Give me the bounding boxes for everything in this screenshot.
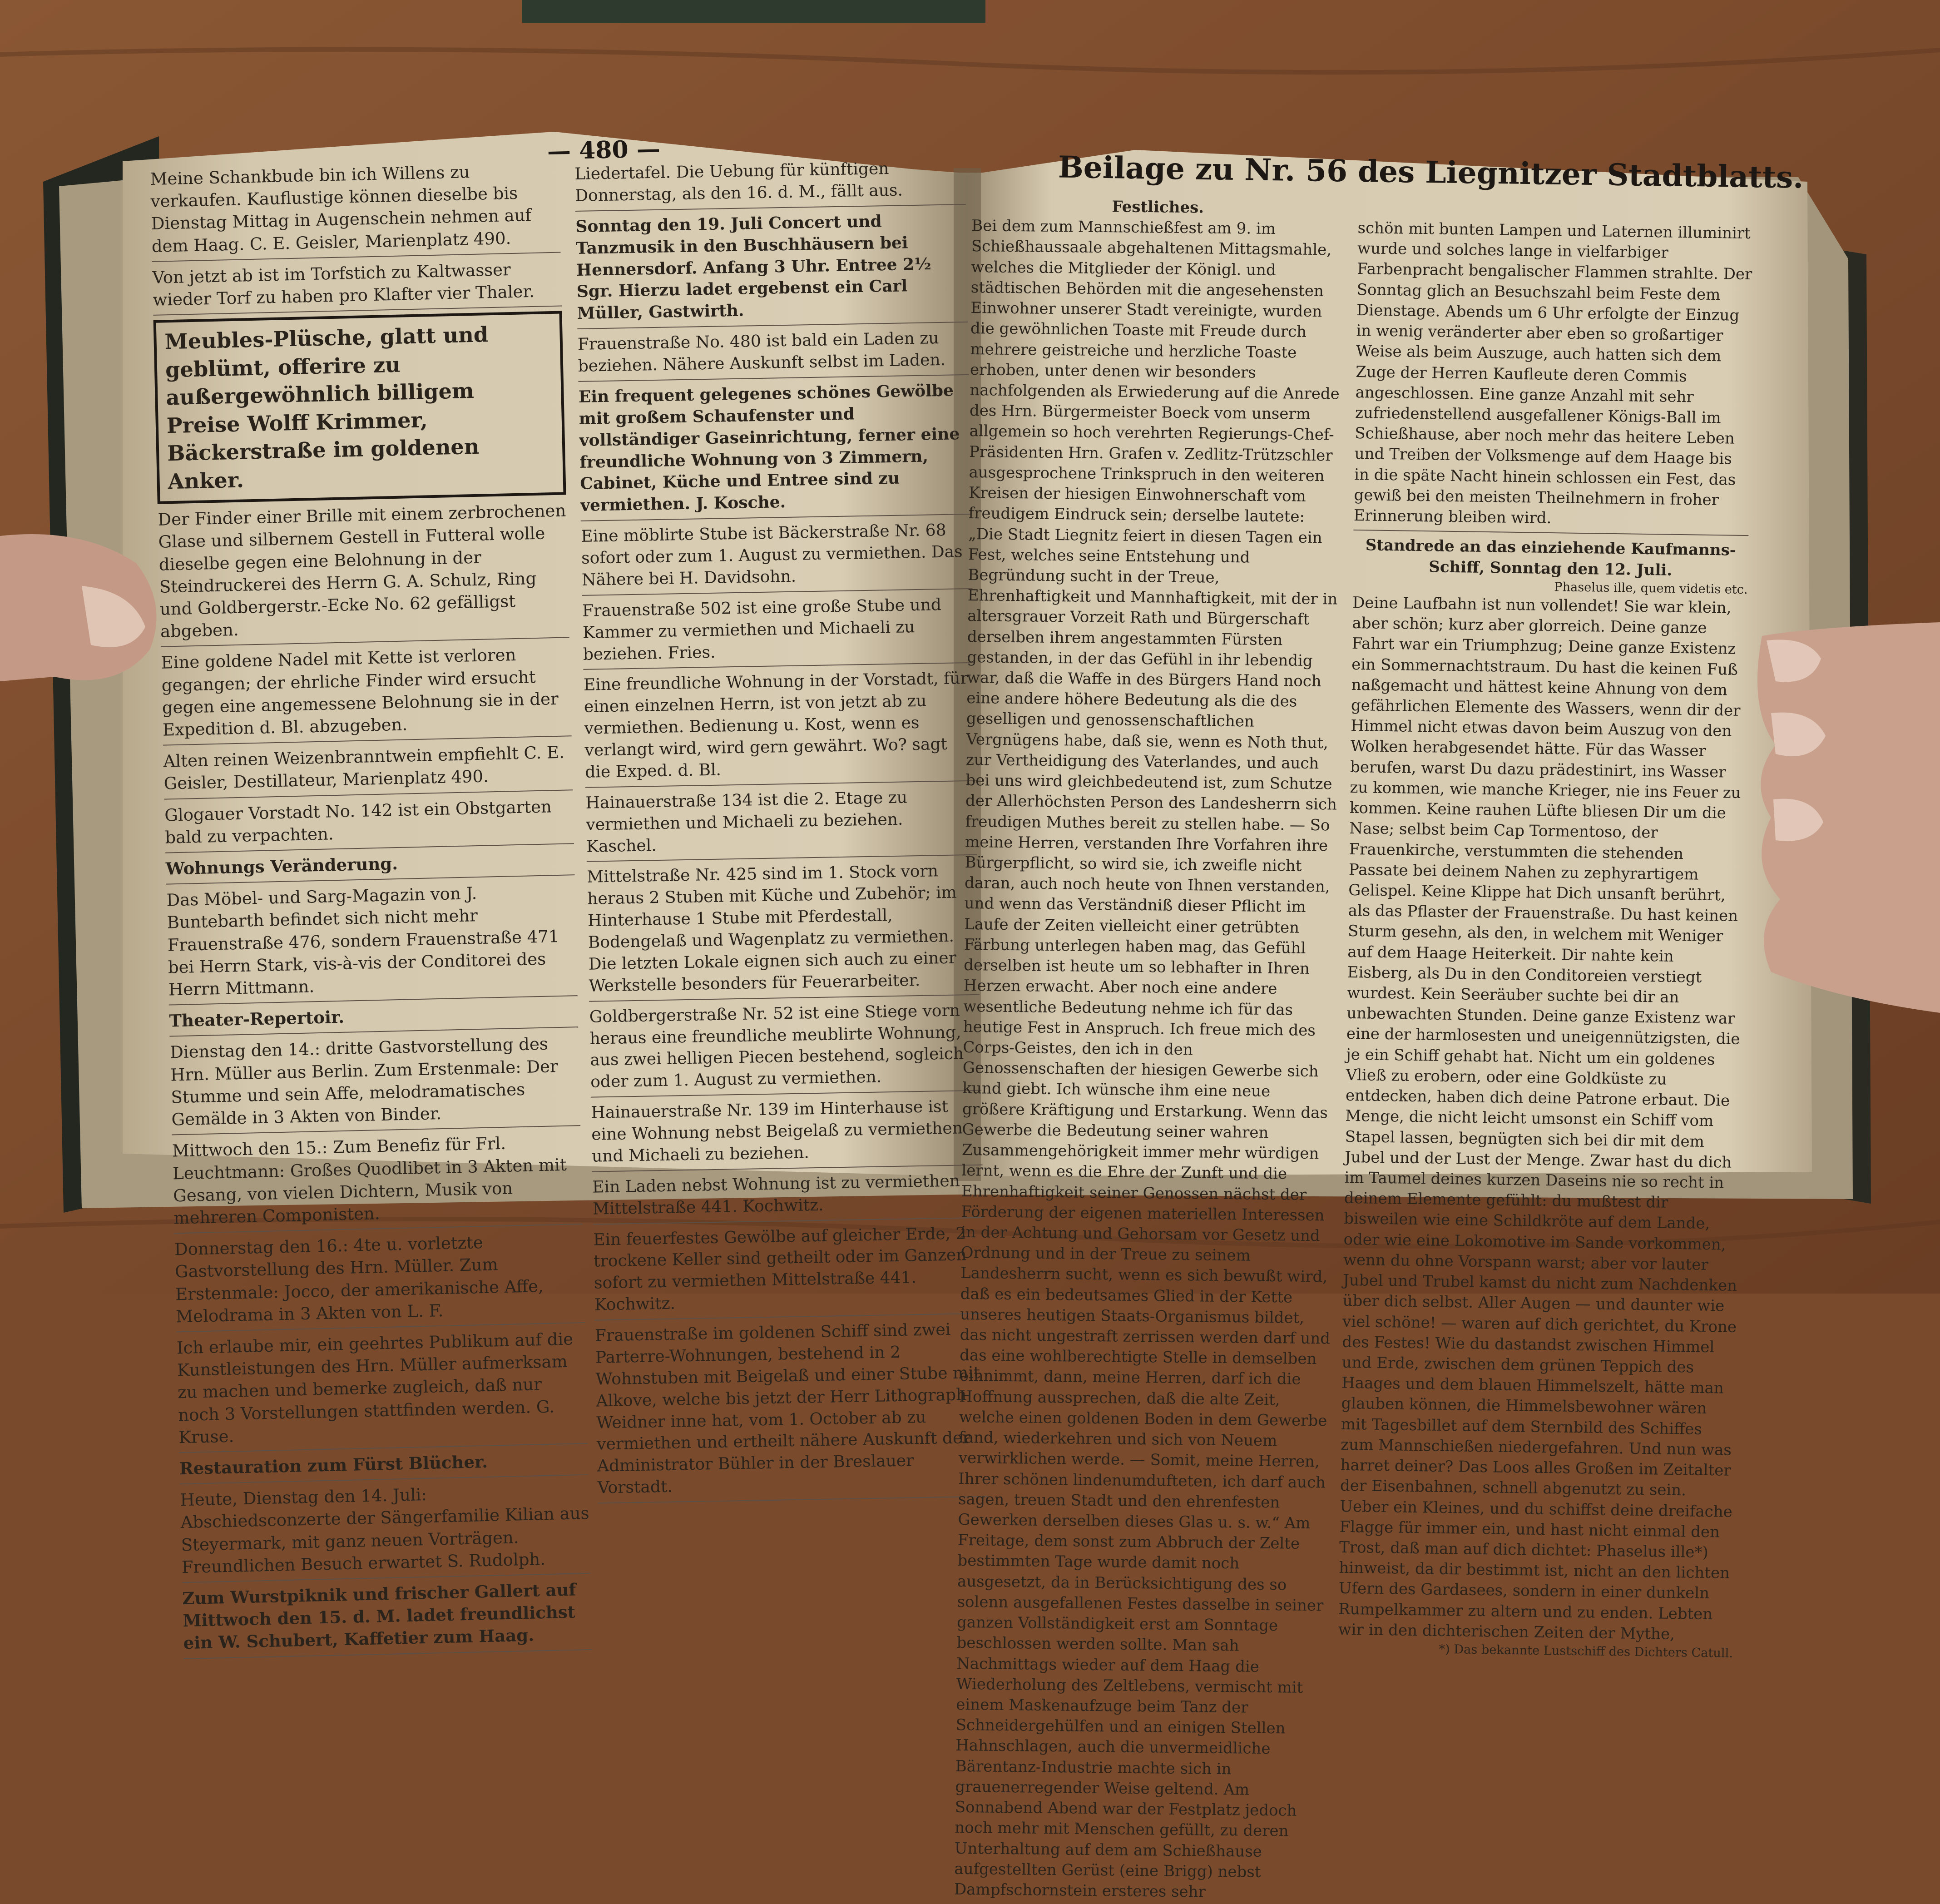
- advert: Hainauerstraße Nr. 139 im Hinterhause ist eine Wohnung nebst Beigelaß zu vermiethen und Michaeli zu beziehen.: [591, 1096, 983, 1172]
- middle-page-column: [574, 157, 982, 1497]
- advert: Mittelstraße Nr. 425 sind im 1. Stock vorn heraus 2 Stuben mit Küche und Zubehör; im Hinterhause 1 Stube mit Pferdestall, Bodengelaß und Wagenplatz zu vermiethen. Die letzten Lokale eignen sich auch zu einer Werkstelle besonders für Feuerarbeiter.: [587, 860, 980, 1002]
- advert: Dienstag den 14.: dritte Gastvorstellung des Hrn. Müller aus Berlin. Zum Erstenmale: Der Stumme und sein Affe, melodramatisches Gemälde in 3 Akten von Binder.: [170, 1032, 580, 1135]
- speech-motto: Phaselus ille, quem videtis etc.: [1554, 580, 1748, 597]
- advert: Goldbergerstraße Nr. 52 ist eine Stiege vorn heraus eine freundliche meublirte Wohnung, aus zwei helligen Piecen bestehend, sogleich oder zum 1. August zu vermiethen.: [589, 999, 981, 1097]
- right-page-column-1: [954, 195, 1344, 1901]
- footnote: *) Das bekannte Lustschiff des Dichters Catull.: [1439, 1642, 1733, 1661]
- advert: Meine Schankbude bin ich Willens zu verkaufen. Kauflustige können dieselbe bis Dienstag Mittag in Augenschein nehmen auf dem Haag. C. E. Geisler, Marienplatz 490.: [150, 159, 560, 262]
- advert: Eine freundliche Wohnung in der Vorstadt, für einen einzelnen Herrn, ist von jetzt ab zu vermiethen. Bedienung u. Kost, wenn es verlangt wird, wird gern gewährt. Wo? sagt die Exped. d. Bl.: [584, 668, 976, 788]
- boxed-advert: Meubles-Plüsche, glatt und geblümt, offerire zu außergewöhnlich billigem Preise Wolff Krimmer, Bäckerstraße im goldenen Anker.: [153, 311, 566, 504]
- advert: Eine goldene Nadel mit Kette ist verloren gegangen; der ehrliche Finder wird ersucht gegen eine angemessene Belohnung sie in der Expedition d. Bl. abzugeben.: [161, 643, 571, 746]
- advert: Ein feuerfestes Gewölbe auf gleicher Erde, 2 trockene Keller sind getheilt oder im Ganzen sofort zu vermiethen Mittelstraße 441. Kochwitz.: [593, 1222, 985, 1320]
- advert: Glogauer Vorstadt No. 142 ist ein Obstgarten bald zu verpachten.: [164, 795, 574, 853]
- advert: Von jetzt ab ist im Torfstich zu Kaltwasser wieder Torf zu haben pro Klafter vier Thaler.: [152, 257, 562, 316]
- advert-heading: Restauration zum Fürst Blücher.: [179, 1448, 588, 1485]
- speech-text: Deine Laufbahn ist nun vollendet! Sie war klein, aber schön; kurz aber glorreich. Deine ganze Fahrt war ein Triumphzug; Deine ganze Existenz ein Sommernachtstraum. Du hast die keinen Fuß naßgemacht und hättest keine Ahnung von dem gefährlichen Elemente des Wassers, wenn dir der Himmel nicht etwas davon beim Auszug von den Wolken herabgesendet hätte. Für das Wasser berufen, warst Du dazu prädestinirt, ins Wasser zu kommen, wie manche Krieger, nie ins Feuer zu kommen. Keine rauhen Lüfte bliesen Dir um die Nase; selbst beim Cap Tormentoso, der Frauenkirche, verstummten die stehenden Passate bei deinem Nahen zu zephyrartigem Gelispel. Keine Klippe hat Dich unsanft berührt, als das Pflaster der Frauenstraße. Du hast keinen Sturm gesehn, als den, in welchem mit Weniger auf dem Haage Heiterkeit. Dir nahte kein Eisberg, als Du in den Conditoreien verstiegt wurdest. Kein Seeräuber suchte bei dir an unbewachten Stunden. Deine ganze Existenz war eine der harmlosesten und uneigennützigsten, die je ein Schiff gehabt hat. Nicht um ein goldenes Vließ zu erobern, oder eine Goldküste zu entdecken, haben dich deine Patrone erbaut. Die Menge, die nicht leicht umsonst ein Schiff vom Stapel lassen, begnügten sich bei dir mit dem Jubel und der Lust der Menge. Zwar hast du dich im Taumel deines kurzen Daseins nie so recht in deinem Elemente gefühlt: du mußtest dir bisweilen wie eine Schildkröte auf dem Lande, oder wie eine Lokomotive im Sande vorkommen, wenn du ohne Vorspann warst; aber vor lauter Jubel und Trubel kamst du nicht zum Nachdenken über dich selbst. Aller Augen — und daunter wie viel schöne! — waren auf dich gerichtet, du Krone des Festes! Wie du dastandst zwischen Himmel und Erde, zwischen dem grünen Teppich des Haages und dem blauen Himmelszelt, hätte man glauben können, die Himmelsbewohner wären mit Tagesbillet auf dem Sternbild des Schiffes zum Mannschießen niedergefahren. Und nun was harret deiner? Das Loos alles Großen im Zeitalter der Eisenbahnen, schnell abgenutzt zu sein. Ueber ein Kleines, und du schiffst deine dreifache Flagge für immer ein, und hast nicht einmal den Trost, daß man auf dich dichtet: Phaselus ille*) hinweist, da dir bestimmt ist, nicht an den lichten Ufern des Gardasees, sondern in einer dunkeln Rumpelkammer zu altern und zu enden. Lebten wir in den dichterischen Zeiten der Mythe,: [1338, 593, 1741, 1643]
- page-number: — 480 —: [547, 135, 661, 165]
- advert: Hainauerstraße 134 ist die 2. Etage zu vermiethen und Michaeli zu beziehen. Kaschel.: [585, 786, 977, 863]
- article-text: Bei dem zum Mannschießfest am 9. im Schießhaussaale abgehaltenen Mittagsmahle, welches die Mitglieder der Königl. und städtischen Behörden mit die angesehensten Einwohner unserer Stadt vereinigte, wurden die gewöhnlichen Toaste mit Freude durch mehrere geistreiche und herzliche Toaste erhoben, unter denen wir besonders nachfolgenden als Erwiederung auf die Anrede des Hrn. Bürgermeister Boeck vom unserm allgemein so hoch verehrten Regierungs-Chef-Präsidenten Hrn. Grafen v. Zedlitz-Trützschler ausgesprochene Trinkspruch in den weiteren Kreisen der hiesigen Einwohnerschaft vom freudigem Eindruck sein; derselbe lautete: „Die Stadt Liegnitz feiert in diesen Tagen ein Fest, welches seine Entstehung und Begründung sucht in der Treue, Ehrenhaftigkeit und Mannhaftigkeit, mit der in altersgrauer Vorzeit Rath und Bürgerschaft derselben ihrem angestammten Fürsten gestanden, in der das Gefühl in ihr lebendig war, daß die Waffe in des Bürgers Hand noch eine andere höhere Bedeutung als die des geselligen und genossenschaftlichen Vergnügens habe, daß sie, wenn es Noth thut, zur Vertheidigung des Vaterlandes, und auch bei uns wird gleichbedeutend ist, zum Schutze der Allerhöchsten Person des Landesherrn sich freudigen Muthes bereit zu stellen habe. — So meine Herren, verstanden Ihre Vorfahren ihre Bürgerpflicht, so wird sie, ich zweifle nicht daran, auch noch heute von Ihnen verstanden, und wenn das Verständniß dieser Pflicht im Laufe der Zeiten vielleicht einer getrübten Färbung unterlegen haben mag, das Gefühl derselben ist heute um so lebhafter in Ihren Herzen erwacht. Aber noch eine andere wesentliche Bedeutung nehme ich für das heutige Fest in Anspruch. Ich freue mich des Corps-Geistes, den ich in den Genossenschaften der hiesigen Gewerbe sich kund giebt. Ich wünsche ihm eine neue größere Kräftigung und Erstarkung. Wenn das Gewerbe die Bedeutung seiner wahren Zusammengehörigkeit immer mehr würdigen lernt, wenn es die Ehre der Zunft und die Ehrenhaftigkeit seiner Genossen nächst der Förderung der eigenen materiellen Interessen in der Achtung und Gehorsam vor Gesetz und Ordnung und in der Treue zu seinem Landesherrn sucht, wenn es sich bewußt wird, daß es ein bedeutsames Glied in der Kette unseres heutigen Staats-Organismus bildet, das nicht ungestraft zerrissen werden darf und das eine wohlberechtigte Stelle in demselben einnimmt, dann, meine Herren, darf ich die Hoffnung aussprechen, daß die alte Zeit, welche einen goldenen Boden in dem Gewerbe fand, wiederkehren und sich von Neuem verwirklichen werde. — Somit, meine Herren, Ihrer schönen lindenumdufteten, ich darf auch sagen, treuen Stadt und den ehrenfesten Gewerken derselben dieses Glas u. s. w.“ Am Freitage, dem sonst zum Abbruch der Zelte bestimmten Tage wurde damit noch ausgesetzt, da in Berücksichtigung des so solenn ausgefallenen Festes dasselbe in seiner ganzen Vollständigkeit erst am Sonntage beschlossen werden sollte. Man sah Nachmittags wieder auf dem Haag die Wiederholung des Zeltlebens, vermischt mit einem Maskenaufzuge beim Tanz der Schneidergehülfen und an einigen Stellen Hahnschlagen, auch die unvermeidliche Bärentanz-Industrie machte sich in grauenerregender Weise geltend. Am Sonnabend Abend war der Festplatz jedoch noch mehr mit Menschen gefüllt, zu deren Unterhaltung auf dem am Schießhause aufgestellten Gerüst (eine Brigg) nebst Dampfschornstein ersteres sehr: [954, 217, 1340, 1901]
- speech-heading: Standrede an das einziehende Kaufmanns-Schiff, Sonntag den 12. Juli.: [1365, 536, 1737, 580]
- advert: Ich erlaube mir, ein geehrtes Publikum auf die Kunstleistungen des Hrn. Müller aufmerksam zu machen und bemerke zugleich, daß nur noch 3 Vorstellungen stattfinden werden. G. Kruse.: [176, 1328, 588, 1453]
- supplement-title: Beilage zu Nr. 56 des Liegnitzer Stadtblatts.: [1058, 149, 1804, 195]
- second-book: [522, 0, 985, 23]
- advert: Alten reinen Weizenbranntwein empfiehlt C. E. Geisler, Destillateur, Marienplatz 490.: [163, 741, 573, 800]
- left-page-column: [150, 159, 589, 1653]
- advert: Frauenstraße 502 ist eine große Stube und Kammer zu vermiethen und Michaeli zu beziehen. Fries.: [582, 594, 974, 670]
- advert-heading: Sonntag den 19. Juli Concert und Tanzmusik in den Buschhäusern bei Hennersdorf. Anfang 3 Uhr. Entree 2½ Sgr. Hierzu ladet ergebenst ein Carl Müller, Gastwirth.: [575, 209, 968, 329]
- advert-heading: Theater-Repertoir.: [169, 1001, 578, 1037]
- advert-heading: Ein frequent gelegenes schönes Gewölbe mit großem Schaufenster und vollständiger Gaseinrichtung, ferner eine freundliche Wohnung von 3 Zimmern, Cabinet, Küche und Entree sind zu vermiethen. J. Kosche.: [579, 380, 971, 521]
- article-text: schön mit bunten Lampen und Laternen illuminirt wurde und solches lange in vielfarbiger Farbenpracht bengalischer Flammen strahlte. Der Sonntag glich an Besuchszahl beim Feste dem Dienstage. Abends um 6 Uhr erfolgte der Einzug in wenig veränderter aber eben so großartiger Weise als beim Auszuge, auch hatten sich dem Zuge der Herren Kaufleute deren Commis angeschlossen. Eine ganze Anzahl mit sehr zufriedenstellend ausgefallener Königs-Ball im Schießhause, aber noch mehr das heitere Leben und Treiben der Volksmenge auf dem Haage bis in die späte Nacht hinein schlossen ein Fest, das gewiß bei den meisten Theilnehmern in froher Erinnerung bleiben wird.: [1353, 218, 1753, 536]
- section-heading: Festliches.: [1112, 198, 1204, 217]
- advert: Der Finder einer Brille mit einem zerbrochenen Glase und silbernem Gestell in Futteral wolle dieselbe gegen eine Belohnung in der Steindruckerei des Herrn G. A. Schulz, Ring und Goldbergerstr.-Ecke No. 62 gefälligst abgeben.: [158, 500, 569, 648]
- advert: Donnerstag den 16.: 4te u. vorletzte Gastvorstellung des Hrn. Müller. Zum Erstenmale: Jocco, der amerikanische Affe, Melodrama in 3 Akten von L. F.: [174, 1229, 584, 1332]
- advert: Frauenstraße No. 480 ist bald ein Laden zu beziehen. Nähere Auskunft selbst im Laden.: [578, 327, 969, 382]
- advert: Eine möblirte Stube ist Bäckerstraße Nr. 68 sofort oder zum 1. August zu vermiethen. Das Nähere bei H. Davidsohn.: [581, 519, 973, 596]
- advert-heading: Wohnungs Veränderung.: [165, 848, 574, 885]
- advert: Heute, Dienstag den 14. Juli: Abschiedsconzerte der Sängerfamilie Kilian aus Steyermark, mit ganz neuen Vorträgen. Freundlichen Besuch erwartet S. Rudolph.: [180, 1480, 590, 1583]
- right-page-column-2: [1338, 218, 1753, 1661]
- advert-heading: Zum Wurstpiknik und frischer Gallert auf Mittwoch den 15. d. M. ladet freundlichst ein W. Schubert, Kaffetier zum Haag.: [182, 1578, 592, 1659]
- advert: Frauenstraße im goldenen Schiff sind zwei Parterre-Wohnungen, bestehend in 2 Wohnstuben mit Beigelaß und einer Stube mit Alkove, welche bis jetzt der Herr Lithograph Weidner inne hat, vom 1. October ab zu vermiethen und ertheilt nähere Auskunft der Administrator Bühler in der Breslauer Vorstadt.: [595, 1319, 989, 1504]
- advert: Mittwoch den 15.: Zum Benefiz für Frl. Leuchtmann: Großes Quodlibet in 3 Akten mit Gesang, von vielen Dichtern, Musik von mehreren Componisten.: [172, 1130, 583, 1234]
- advert: Ein Laden nebst Wohnung ist zu vermiethen Mittelstraße 441. Kochwitz.: [592, 1170, 984, 1225]
- advert: Das Möbel- und Sarg-Magazin von J. Buntebarth befindet sich nicht mehr Frauenstraße 476, sondern Frauenstraße 471 bei Herrn Stark, vis-à-vis der Conditorei des Herrn Mittmann.: [166, 880, 578, 1005]
- advert: Liedertafel. Die Uebung für künftigen Donnerstag, als den 16. d. M., fällt aus.: [574, 157, 966, 212]
